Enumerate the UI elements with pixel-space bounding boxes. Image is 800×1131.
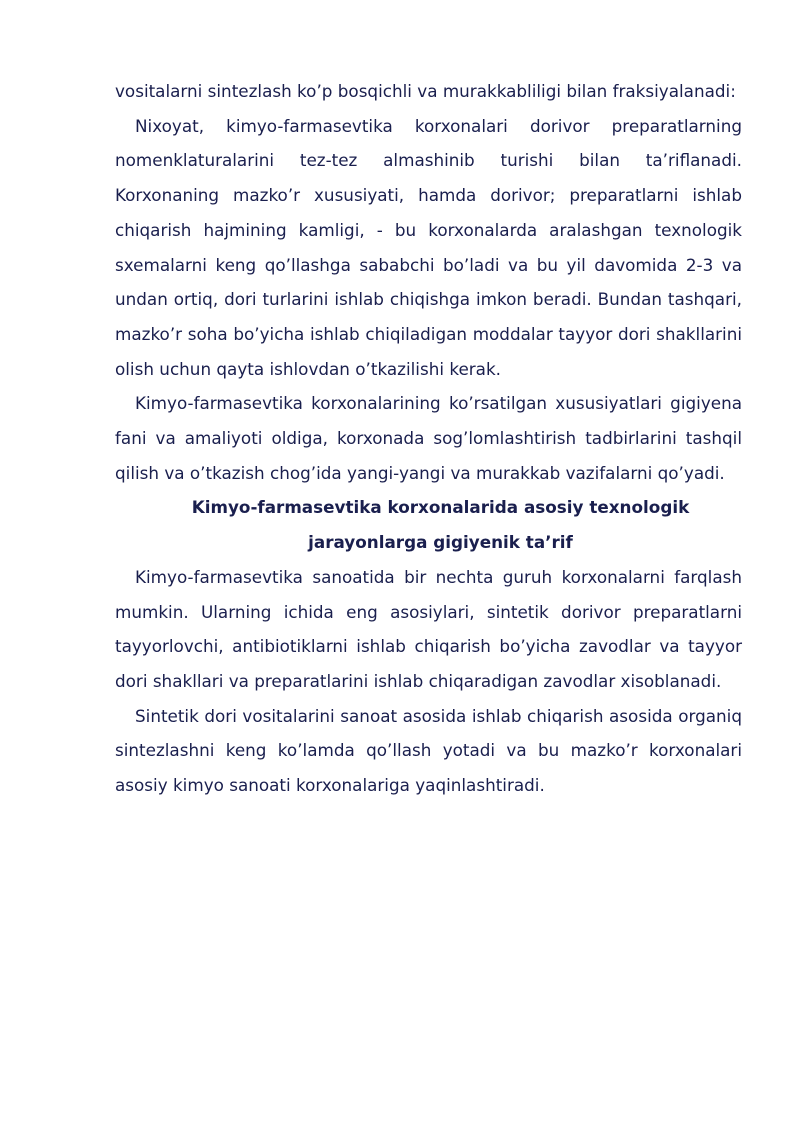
paragraph-continuation: vositalarni sintezlash ko’p bosqichli va murakkabliligi bilan fraksiyalanadi: [115,81,736,101]
paragraph-hygiene-tasks: Kimyo-farmasevtika korxonalarining ko’rsatilgan xususiyatlari gigiyena fani va amaliyoti oldiga, korxonada sog’lomlashtirish tadbirlarini tashqil qilish va o’tkazish chog’ida yangi-yangi va murakkab vazifalarni qo’yadi. [115,393,742,483]
section-heading [115,490,742,559]
section-heading-line1: Kimyo-farmasevtika korxonalarida asosiy texnologik [191,497,690,518]
paragraph-nomenclature: Nixoyat, kimyo-farmasevtika korxonalari dorivor preparatlarning nomenklaturalarini tez-tez almashinib turishi bilan ta’riflanadi. Korxonaning mazko’r xususiyati, hamda dorivor; preparatlarni ishlab chiqarish hajmining kamligi, - bu korxonalarda aralashgan texnologik sxemalarni keng qo’llashga sababchi bo’ladi va bu yil davomida 2-3 va undan ortiq, dori turlarini ishlab chiqishga imkon beradi. Bundan tashqari, mazko’r soha bo’yicha ishlab chiqiladigan moddalar tayyor dori shakllarini olish uchun qayta ishlovdan o’tkazilishi kerak. [115,115,742,379]
paragraph-synthetic-drugs: Sintetik dori vositalarini sanoat asosida ishlab chiqarish asosida organiq sintezlashni keng ko’lamda qo’llash yotadi va bu mazko’r korxonalari asosiy kimyo sanoati korxonalariga yaqinlashtiradi. [115,705,742,796]
paragraph-industry-groups: Kimyo-farmasevtika sanoatida bir nechta guruh korxonalarni farqlash mumkin. Ularning ichida eng asosiylari, sintetik dorivor preparatlarni tayyorlovchi, antibiotiklarni ishlab chiqarish bo’yicha zavodlar va tayyor dori shakllari va preparatlarini ishlab chiqaradigan zavodlar xisoblanadi. [115,566,742,691]
section-heading-line2: jarayonlarga gigiyenik ta’rif [308,532,573,553]
document-page [115,74,742,803]
